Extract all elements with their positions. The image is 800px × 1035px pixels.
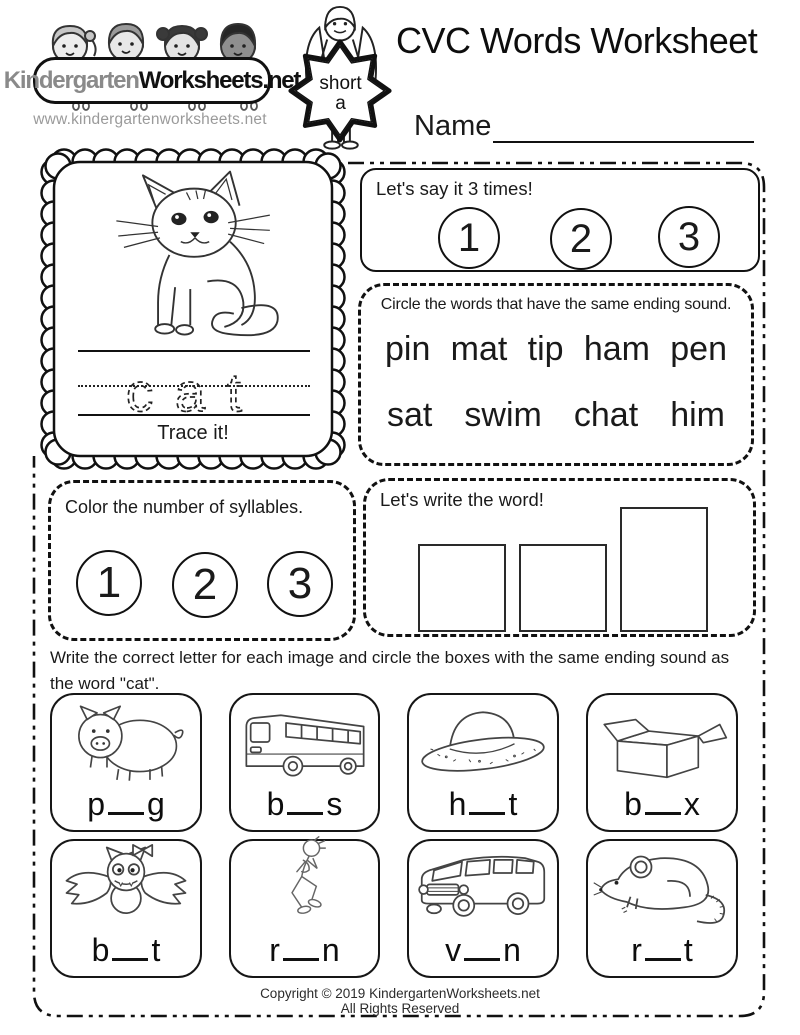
card-bat[interactable] bbox=[50, 839, 202, 978]
rat-image bbox=[592, 846, 732, 930]
answer-blank[interactable] bbox=[112, 956, 148, 961]
write-square-2[interactable] bbox=[519, 544, 607, 632]
answer-last-letter: t bbox=[151, 932, 161, 968]
trace-frame bbox=[40, 148, 346, 470]
answer-last-letter: n bbox=[321, 932, 340, 968]
answer-last-letter: n bbox=[503, 932, 521, 968]
circle-words-box bbox=[358, 283, 754, 466]
card-pig[interactable] bbox=[50, 693, 202, 832]
name-label: Name bbox=[414, 110, 492, 142]
card-hat[interactable] bbox=[407, 693, 559, 832]
answer-bat bbox=[92, 930, 161, 970]
bus-image bbox=[235, 700, 374, 784]
say-circle-2[interactable]: 2 bbox=[550, 208, 612, 270]
word-him[interactable]: him bbox=[670, 396, 725, 434]
page-title: CVC Words Worksheet bbox=[396, 20, 758, 61]
word-row-2 bbox=[361, 396, 751, 435]
word-tip[interactable]: tip bbox=[527, 330, 564, 368]
runner-image bbox=[235, 836, 374, 930]
logo-text-black: Worksheets.net bbox=[138, 66, 301, 94]
write-word-label: Let's write the word! bbox=[380, 489, 544, 510]
word-mat[interactable]: mat bbox=[450, 330, 508, 368]
answer-blank[interactable] bbox=[283, 956, 319, 961]
answer-bus bbox=[267, 784, 343, 824]
badge-label bbox=[283, 74, 398, 114]
syllable-circle-2[interactable]: 2 bbox=[172, 552, 238, 618]
answer-van bbox=[445, 930, 521, 970]
trace-caption: Trace it! bbox=[157, 422, 229, 444]
logo-text-gray: Kindergarten bbox=[3, 66, 139, 94]
answer-first-letter: h bbox=[448, 786, 467, 822]
answer-last-letter: x bbox=[683, 786, 700, 822]
writing-line-top[interactable] bbox=[78, 350, 310, 352]
answer-pig bbox=[87, 784, 165, 824]
answer-last-letter: t bbox=[508, 786, 518, 822]
footer-rights: All Rights Reserved bbox=[340, 1001, 460, 1016]
syllable-circle-3[interactable]: 3 bbox=[267, 551, 333, 617]
answer-first-letter: b bbox=[624, 786, 642, 822]
answer-blank[interactable] bbox=[287, 810, 323, 815]
card-rat[interactable] bbox=[586, 839, 738, 978]
footer-copyright: Copyright © 2019 KindergartenWorksheets.net bbox=[260, 986, 540, 1001]
write-square-1[interactable] bbox=[418, 544, 506, 632]
answer-runner bbox=[269, 930, 339, 970]
answer-blank[interactable] bbox=[464, 956, 500, 961]
logo-url: www.kindergartenworksheets.net bbox=[33, 111, 267, 128]
say-circle-1[interactable]: 1 bbox=[438, 207, 500, 269]
write-word-box bbox=[363, 478, 756, 637]
answer-first-letter: v bbox=[445, 932, 462, 968]
footer bbox=[0, 986, 800, 1016]
write-square-3[interactable] bbox=[620, 507, 708, 632]
word-pen[interactable]: pen bbox=[670, 330, 727, 368]
card-box[interactable] bbox=[586, 693, 738, 832]
answer-first-letter: p bbox=[87, 786, 105, 822]
answer-first-letter: b bbox=[266, 786, 285, 822]
hat-image bbox=[413, 700, 553, 784]
trace-word[interactable] bbox=[95, 354, 295, 418]
word-pin[interactable]: pin bbox=[385, 330, 431, 368]
syllables-box bbox=[48, 480, 356, 641]
circle-words-label: Circle the words that have the same ending sound. bbox=[380, 296, 732, 313]
cat-image bbox=[95, 164, 295, 344]
card-van[interactable] bbox=[407, 839, 559, 978]
name-row bbox=[414, 110, 754, 143]
say-box bbox=[360, 168, 760, 272]
pig-image bbox=[56, 698, 196, 784]
answer-blank[interactable] bbox=[469, 810, 505, 815]
box-image bbox=[592, 698, 732, 784]
answer-blank[interactable] bbox=[645, 810, 681, 815]
card-runner[interactable] bbox=[229, 839, 380, 978]
say-box-label: Let's say it 3 times! bbox=[376, 178, 533, 199]
bat-image bbox=[56, 842, 196, 930]
word-ham[interactable]: ham bbox=[583, 330, 650, 368]
answer-first-letter: r bbox=[269, 932, 280, 968]
answer-first-letter: b bbox=[91, 932, 110, 968]
word-swim[interactable]: swim bbox=[464, 396, 542, 434]
word-row-1 bbox=[361, 330, 751, 369]
answer-last-letter: g bbox=[147, 786, 165, 822]
instruction-text: Write the correct letter for each image and circle the boxes with the same ending sound as the word "cat". bbox=[50, 648, 730, 693]
van-image bbox=[413, 844, 553, 930]
answer-box bbox=[624, 784, 700, 824]
answer-hat bbox=[449, 784, 518, 824]
answer-blank[interactable] bbox=[645, 956, 681, 961]
word-sat[interactable]: sat bbox=[387, 396, 433, 434]
syllables-label: Color the number of syllables. bbox=[65, 497, 304, 517]
answer-rat bbox=[631, 930, 693, 970]
answer-first-letter: r bbox=[631, 932, 642, 968]
answer-blank[interactable] bbox=[108, 810, 144, 815]
card-bus[interactable] bbox=[229, 693, 380, 832]
say-circle-3[interactable]: 3 bbox=[658, 206, 720, 268]
syllable-circle-1[interactable]: 1 bbox=[76, 550, 142, 616]
badge-label-line1: short bbox=[319, 73, 362, 94]
name-input-line[interactable] bbox=[493, 111, 754, 143]
logo-banner bbox=[3, 57, 301, 104]
svg-text:cat: cat bbox=[125, 363, 265, 418]
answer-last-letter: s bbox=[326, 786, 343, 822]
word-chat[interactable]: chat bbox=[573, 396, 639, 434]
badge-label-line2: a bbox=[335, 93, 346, 114]
picture-cards-grid bbox=[50, 693, 738, 978]
answer-last-letter: t bbox=[683, 932, 693, 968]
